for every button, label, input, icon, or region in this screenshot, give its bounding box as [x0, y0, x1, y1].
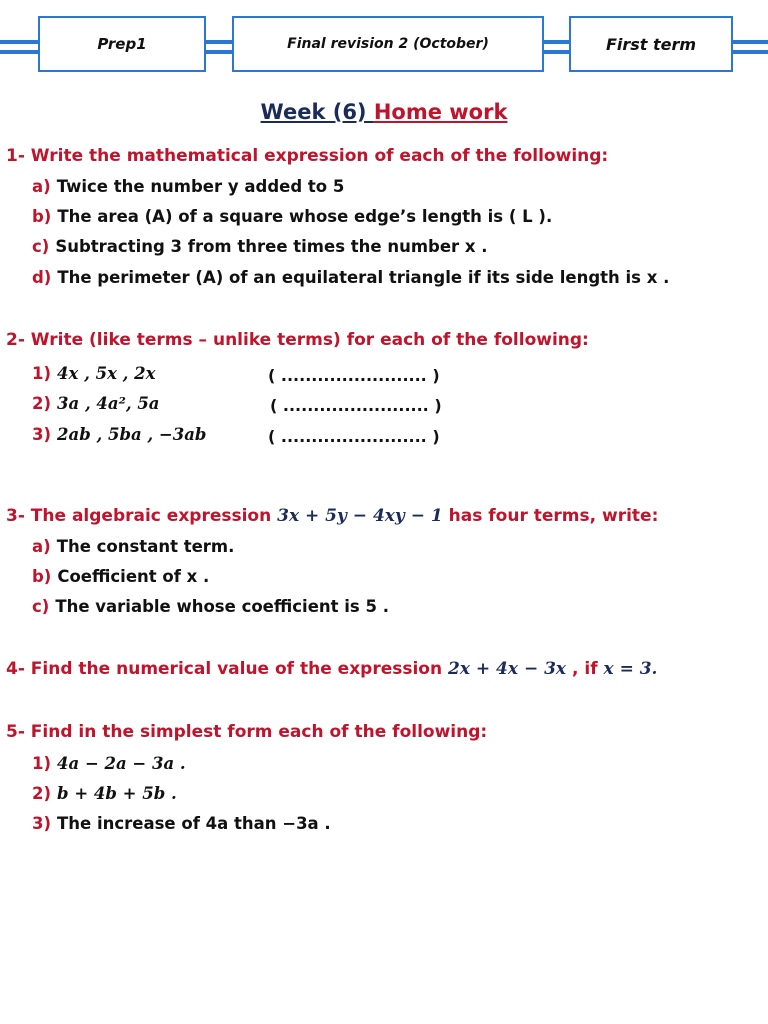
- page-title: [0, 100, 768, 124]
- q2-item-2: [32, 394, 160, 413]
- q2-item-1: [32, 364, 155, 383]
- q4-prompt-a: 4- Find the numerical value of the expression: [6, 659, 449, 679]
- q1-label-a: a): [32, 177, 51, 196]
- header-revision: Final revision 2 (October): [287, 36, 489, 52]
- q2-blank-3: ( ........................ ): [268, 427, 440, 446]
- q3-expression: 3x + 5y − 4xy − 1: [277, 506, 443, 526]
- q3-item-a: [32, 537, 234, 556]
- q3-prompt: [6, 506, 658, 526]
- q4-condition: x = 3.: [603, 659, 658, 679]
- header-grade: Prep1: [97, 35, 147, 53]
- q5-item-3: [32, 814, 331, 833]
- title-homework: Home work: [373, 100, 508, 124]
- title-week: Week (6): [260, 100, 374, 124]
- q2-label-3: 3): [32, 425, 52, 444]
- q1-text-c: Subtracting 3 from three times the number x .: [55, 237, 488, 256]
- q2-label-2: 2): [32, 394, 52, 413]
- q3-prompt-a: 3- The algebraic expression: [6, 506, 278, 526]
- q3-text-a: The constant term.: [56, 537, 235, 556]
- q2-blank-1: ( ........................ ): [268, 366, 440, 385]
- q2-prompt: 2- Write (like terms – unlike terms) for each of the following:: [6, 330, 589, 350]
- q4-expression: 2x + 4x − 3x: [448, 659, 567, 679]
- q1-item-b: [32, 207, 552, 226]
- q3-text-c: The variable whose coefficient is 5 .: [55, 597, 389, 616]
- q2-text-2: 3a , 4a², 5a: [57, 394, 160, 413]
- header-revision-box: [232, 16, 544, 72]
- q2-blank-2: ( ........................ ): [270, 396, 442, 415]
- q1-label-b: b): [32, 207, 52, 226]
- q5-prompt: 5- Find in the simplest form each of the following:: [6, 722, 488, 742]
- q5-text-1: 4a − 2a − 3a .: [57, 754, 186, 773]
- q3-label-b: b): [32, 567, 52, 586]
- q1-item-d: [32, 268, 669, 287]
- q2-label-1: 1): [32, 364, 52, 383]
- q2-item-3: [32, 425, 206, 444]
- q5-text-2: b + 4b + 5b .: [57, 784, 177, 803]
- q1-text-a: Twice the number y added to 5: [56, 177, 345, 196]
- q1-item-c: [32, 237, 488, 256]
- q3-label-c: c): [32, 597, 50, 616]
- q5-label-2: 2): [32, 784, 52, 803]
- q1-text-d: The perimeter (A) of an equilateral triangle if its side length is x .: [57, 268, 670, 287]
- q3-label-a: a): [32, 537, 51, 556]
- q1-text-b: The area (A) of a square whose edge’s length is ( L ).: [57, 207, 553, 226]
- q3-prompt-b: has four terms, write:: [442, 506, 659, 526]
- q1-label-d: d): [32, 268, 52, 287]
- q2-text-1: 4x , 5x , 2x: [57, 364, 156, 383]
- q1-prompt: 1- Write the mathematical expression of each of the following:: [6, 146, 609, 166]
- q1-item-a: [32, 177, 344, 196]
- q5-item-1: [32, 754, 186, 773]
- q5-label-3: 3): [32, 814, 52, 833]
- q2-text-3: 2ab , 5ba , −3ab: [57, 425, 207, 444]
- header-term-box: [569, 16, 733, 72]
- q3-text-b: Coefficient of x .: [57, 567, 210, 586]
- q4-prompt: [6, 659, 657, 679]
- header-term: First term: [605, 34, 697, 54]
- q5-text-3: The increase of 4a than −3a .: [57, 814, 331, 833]
- q5-item-2: [32, 784, 177, 803]
- q3-item-c: [32, 597, 389, 616]
- q4-prompt-b: , if: [566, 659, 604, 679]
- header-grade-box: [38, 16, 206, 72]
- q1-label-c: c): [32, 237, 50, 256]
- q3-item-b: [32, 567, 209, 586]
- q5-label-1: 1): [32, 754, 52, 773]
